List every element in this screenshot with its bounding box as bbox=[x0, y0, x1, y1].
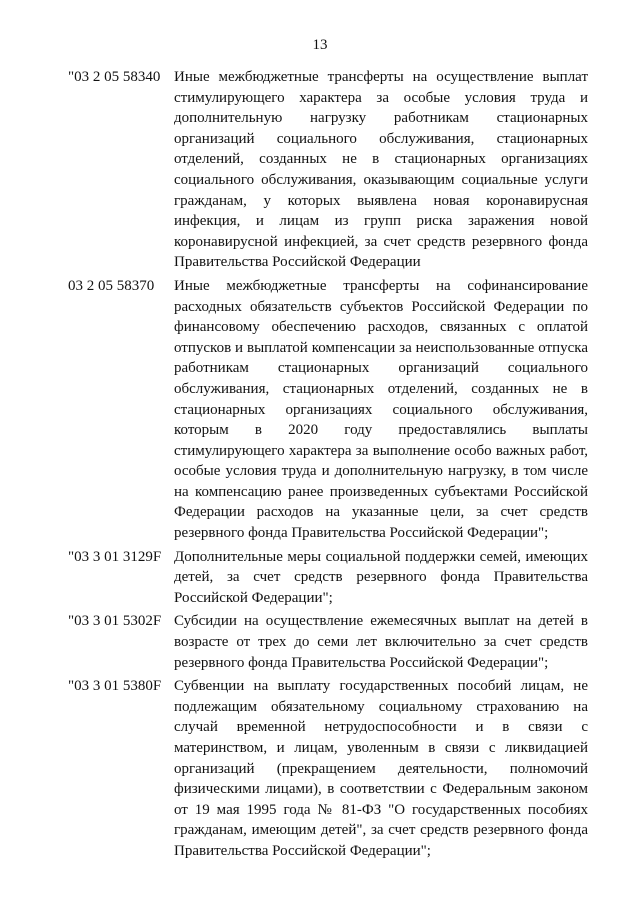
description-line: Иные межбюджетные трансферты на софинансирование bbox=[174, 277, 588, 294]
description-line: на компенсацию ранее произведенных субъектами Российской bbox=[174, 483, 588, 500]
classification-code: "03 3 01 5380F bbox=[68, 678, 162, 695]
description-line: Правительства Российской Федерации"; bbox=[174, 842, 431, 859]
description-line: Федерации расходов на указанные цели, за счет средств bbox=[174, 504, 588, 521]
entry-description bbox=[174, 676, 588, 861]
description-line: резервного фонда Правительства Российской Федерации"; bbox=[174, 525, 549, 542]
budget-entry bbox=[68, 611, 588, 673]
description-line: отделений, созданных не в стационарных организациях bbox=[174, 151, 588, 168]
description-line: Субвенции на выплату государственных пособий лицам, не bbox=[174, 678, 588, 695]
description-line: Дополнительные меры социальной поддержки семей, имеющих bbox=[174, 548, 588, 565]
classification-code: "03 3 01 3129F bbox=[68, 548, 162, 565]
classification-code: 03 2 05 58370 bbox=[68, 277, 155, 294]
description-line: детей, за счет средств резервного фонда Правительства bbox=[174, 569, 588, 586]
description-line: Российской Федерации"; bbox=[174, 589, 333, 606]
description-line: физическими лицами), в соответствии с Федеральным законом bbox=[174, 781, 588, 798]
description-line: Правительства Российской Федерации bbox=[174, 254, 421, 271]
description-line: которым в 2020 году предоставлялись выплаты bbox=[174, 422, 588, 439]
description-line: гражданам, имеющим детей", за счет средств резервного фонда bbox=[174, 822, 588, 839]
entry-description bbox=[174, 67, 588, 273]
budget-entries-list bbox=[68, 67, 588, 865]
description-line: организаций социального обслуживания, стационарных bbox=[174, 130, 588, 147]
description-line: работникам стационарных организаций социального bbox=[174, 360, 588, 377]
description-line: Иные межбюджетные трансферты на осуществление выплат bbox=[174, 69, 588, 85]
description-line: инфекция, и лицам из групп риска заражения новой bbox=[174, 213, 588, 230]
description-line: отпусков и выплатой компенсации за неиспользованные отпуска bbox=[174, 339, 588, 356]
budget-entry bbox=[68, 547, 588, 609]
description-line: резервного фонда Правительства Российской Федерации"; bbox=[174, 654, 549, 671]
description-line: стимулирующего характера за выполнение особо важных работ, bbox=[174, 442, 588, 459]
page-number: 13 bbox=[312, 37, 328, 53]
budget-entry bbox=[68, 276, 588, 544]
description-line: возрасте от трех до семи лет включительно за счет средств bbox=[174, 634, 588, 651]
description-line: гражданам, у которых выявлена новая коронавирусная bbox=[174, 192, 588, 209]
description-line: финансовому обеспечению расходов, связанных с оплатой bbox=[174, 319, 588, 336]
description-line: дополнительную нагрузку работникам стационарных bbox=[174, 110, 588, 127]
description-line: социального обслуживания, оказывающим социальные услуги bbox=[174, 171, 588, 188]
classification-code: "03 3 01 5302F bbox=[68, 613, 162, 630]
budget-entry bbox=[68, 67, 588, 273]
description-line: стационарных организациях социального обслуживания, bbox=[174, 401, 588, 418]
description-line: стимулирующего характера за особые условия труда и bbox=[174, 89, 588, 106]
description-line: подлежащим обязательному социальному страхованию на bbox=[174, 698, 588, 715]
description-line: материнством, и лицам, уволенным в связи с ликвидацией bbox=[174, 740, 588, 756]
classification-code: "03 2 05 58340 bbox=[68, 69, 161, 85]
description-line: особые условия труда и дополнительную нагрузку, в том числе bbox=[174, 463, 588, 480]
entry-description bbox=[174, 547, 588, 609]
entry-description bbox=[174, 611, 588, 673]
description-line: случай временной нетрудоспособности и в связи с bbox=[174, 719, 588, 736]
description-line: организаций (прекращением деятельности, полномочий bbox=[174, 760, 588, 777]
description-line: коронавирусной инфекцией, за счет средств резервного фонда bbox=[174, 233, 588, 250]
budget-entry bbox=[68, 676, 588, 861]
description-line: Субсидии на осуществление ежемесячных выплат на детей в bbox=[174, 613, 588, 630]
description-line: расходных обязательств субъектов Российской Федерации по bbox=[174, 298, 588, 315]
entry-description bbox=[174, 276, 588, 544]
description-line: обслуживания, стационарных отделений, созданных не в bbox=[174, 380, 588, 397]
description-line: от 19 мая 1995 года № 81-ФЗ "О государственных пособиях bbox=[174, 801, 588, 818]
